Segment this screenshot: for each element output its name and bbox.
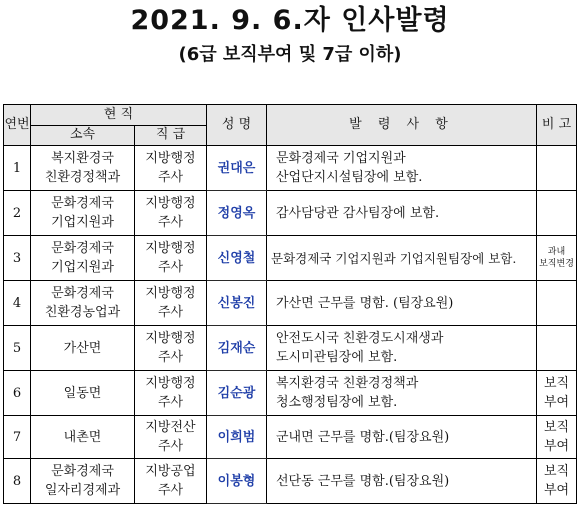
row-order: 3 bbox=[4, 236, 31, 281]
row-name: 권대은 bbox=[207, 146, 267, 191]
header-name: 성 명 bbox=[207, 105, 267, 146]
row-order: 2 bbox=[4, 191, 31, 236]
row-action: 군내면 근무를 명함.(팀장요원) bbox=[267, 416, 537, 459]
row-action: 안전도시국 친환경도시재생과 도시미관팀장에 보함. bbox=[267, 326, 537, 371]
row-note: 보직 부여 bbox=[537, 459, 577, 504]
row-dept: 내촌면 bbox=[31, 416, 135, 459]
document-subtitle: (6급 보직부여 및 7급 이하) bbox=[178, 44, 402, 65]
row-name: 이봉형 bbox=[207, 459, 267, 504]
row-grade: 지방공업 주사 bbox=[135, 459, 207, 504]
row-order: 7 bbox=[4, 416, 31, 459]
row-action: 문화경제국 기업지원과 기업지원팀장에 보함. bbox=[267, 236, 537, 281]
row-grade: 지방행정 주사 bbox=[135, 191, 207, 236]
table-row bbox=[4, 191, 577, 236]
row-name: 정영옥 bbox=[207, 191, 267, 236]
table-row bbox=[4, 326, 577, 371]
row-name: 신봉진 bbox=[207, 281, 267, 326]
table-row bbox=[4, 281, 577, 326]
header-order: 연번 bbox=[4, 105, 31, 146]
table-row bbox=[4, 371, 577, 416]
header-note: 비 고 bbox=[537, 105, 577, 146]
row-dept: 문화경제국 친환경농업과 bbox=[31, 281, 135, 326]
row-note: 보직 부여 bbox=[537, 371, 577, 416]
document-title: 2021. 9. 6.자 인사발령 bbox=[130, 5, 450, 36]
row-action: 가산면 근무를 명함. (팀장요원) bbox=[267, 281, 537, 326]
row-dept: 문화경제국 기업지원과 bbox=[31, 236, 135, 281]
row-dept: 복지환경국 친환경정책과 bbox=[31, 146, 135, 191]
row-grade: 지방행정 주사 bbox=[135, 236, 207, 281]
header-current: 현 직 bbox=[31, 105, 207, 126]
row-action: 문화경제국 기업지원과 산업단지시설팀장에 보함. bbox=[267, 146, 537, 191]
row-note: 과내 보직변경 bbox=[537, 236, 577, 281]
row-name: 김순광 bbox=[207, 371, 267, 416]
header-grade: 직 급 bbox=[135, 125, 207, 146]
row-note: 보직 부여 bbox=[537, 416, 577, 459]
row-order: 5 bbox=[4, 326, 31, 371]
table-row bbox=[4, 146, 577, 191]
row-name: 이희범 bbox=[207, 416, 267, 459]
row-dept: 문화경제국 일자리경제과 bbox=[31, 459, 135, 504]
row-action: 감사담당관 감사팀장에 보함. bbox=[267, 191, 537, 236]
row-grade: 지방행정 주사 bbox=[135, 281, 207, 326]
row-note bbox=[537, 326, 577, 371]
header-dept: 소속 bbox=[31, 125, 135, 146]
row-action: 선단동 근무를 명함.(팀장요원) bbox=[267, 459, 537, 504]
row-grade: 지방전산 주사 bbox=[135, 416, 207, 459]
row-grade: 지방행정 주사 bbox=[135, 371, 207, 416]
row-order: 6 bbox=[4, 371, 31, 416]
row-dept: 가산면 bbox=[31, 326, 135, 371]
row-order: 4 bbox=[4, 281, 31, 326]
table-row bbox=[4, 416, 577, 459]
table-row bbox=[4, 236, 577, 281]
row-order: 1 bbox=[4, 146, 31, 191]
table-row bbox=[4, 459, 577, 504]
row-order: 8 bbox=[4, 459, 31, 504]
row-note bbox=[537, 191, 577, 236]
row-dept: 문화경제국 기업지원과 bbox=[31, 191, 135, 236]
row-note bbox=[537, 146, 577, 191]
row-name: 신영철 bbox=[207, 236, 267, 281]
row-grade: 지방행정 주사 bbox=[135, 146, 207, 191]
row-action: 복지환경국 친환경정책과 청소행정팀장에 보함. bbox=[267, 371, 537, 416]
header-action: 발 령 사 항 bbox=[267, 105, 537, 146]
row-dept: 일동면 bbox=[31, 371, 135, 416]
row-note bbox=[537, 281, 577, 326]
personnel-table bbox=[3, 104, 577, 504]
row-name: 김재순 bbox=[207, 326, 267, 371]
row-grade: 지방행정 주사 bbox=[135, 326, 207, 371]
